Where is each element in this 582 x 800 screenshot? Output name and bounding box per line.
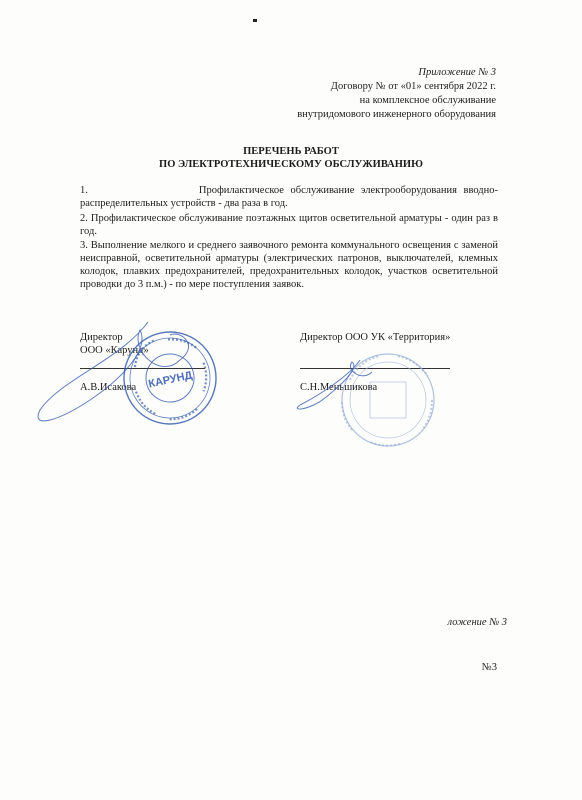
left-signer-title: Директор (80, 332, 123, 343)
contract-purpose-line1: на комплексное обслуживание (359, 95, 496, 106)
footer-number-fragment: №3 (481, 662, 497, 673)
contract-reference: Договору № от «01» сентября 2022 г. (330, 81, 496, 92)
contract-purpose-line2: внутридомового инженерного оборудования (297, 109, 496, 120)
work-item-1: 1. Профилактическое обслуживание электрооборудования вводно-распределительных устройств - два раза в год. (80, 185, 498, 209)
work-item-3: 3. Выполнение мелкого и среднего заявочного ремонта коммунального освещения с заменой неисправной, осветительной арматуры (электрических патронов, выключателей, клемных колодок, плавких предохранителей, предохранительных колодок, участков осветительной проводки до 3 п.м.) - по мере поступления заявок. (80, 240, 498, 290)
work-item-2: 2. Профилактическое обслуживание поэтажных щитов осветительной арматуры - один раз в год. (80, 213, 498, 237)
right-round-stamp (342, 354, 434, 446)
right-signature (297, 360, 372, 409)
left-signer-name: А.В.Исакова (80, 382, 137, 393)
svg-text:КАРУНД: КАРУНД (147, 369, 194, 391)
document-title: ПЕРЕЧЕНЬ РАБОТ (243, 146, 339, 157)
left-signer-org: ООО «Карунд» (80, 345, 149, 356)
right-signer-title: Директор ООО УК «Территория» (300, 332, 451, 343)
footer-appendix-fragment: ложение № 3 (447, 617, 507, 628)
right-signer-name: С.Н.Меньшикова (300, 382, 378, 393)
left-signature (38, 322, 189, 421)
appendix-label: Приложение № 3 (418, 67, 496, 78)
document-subtitle: ПО ЭЛЕКТРОТЕХНИЧЕСКОМУ ОБСЛУЖИВАНИЮ (159, 159, 423, 170)
